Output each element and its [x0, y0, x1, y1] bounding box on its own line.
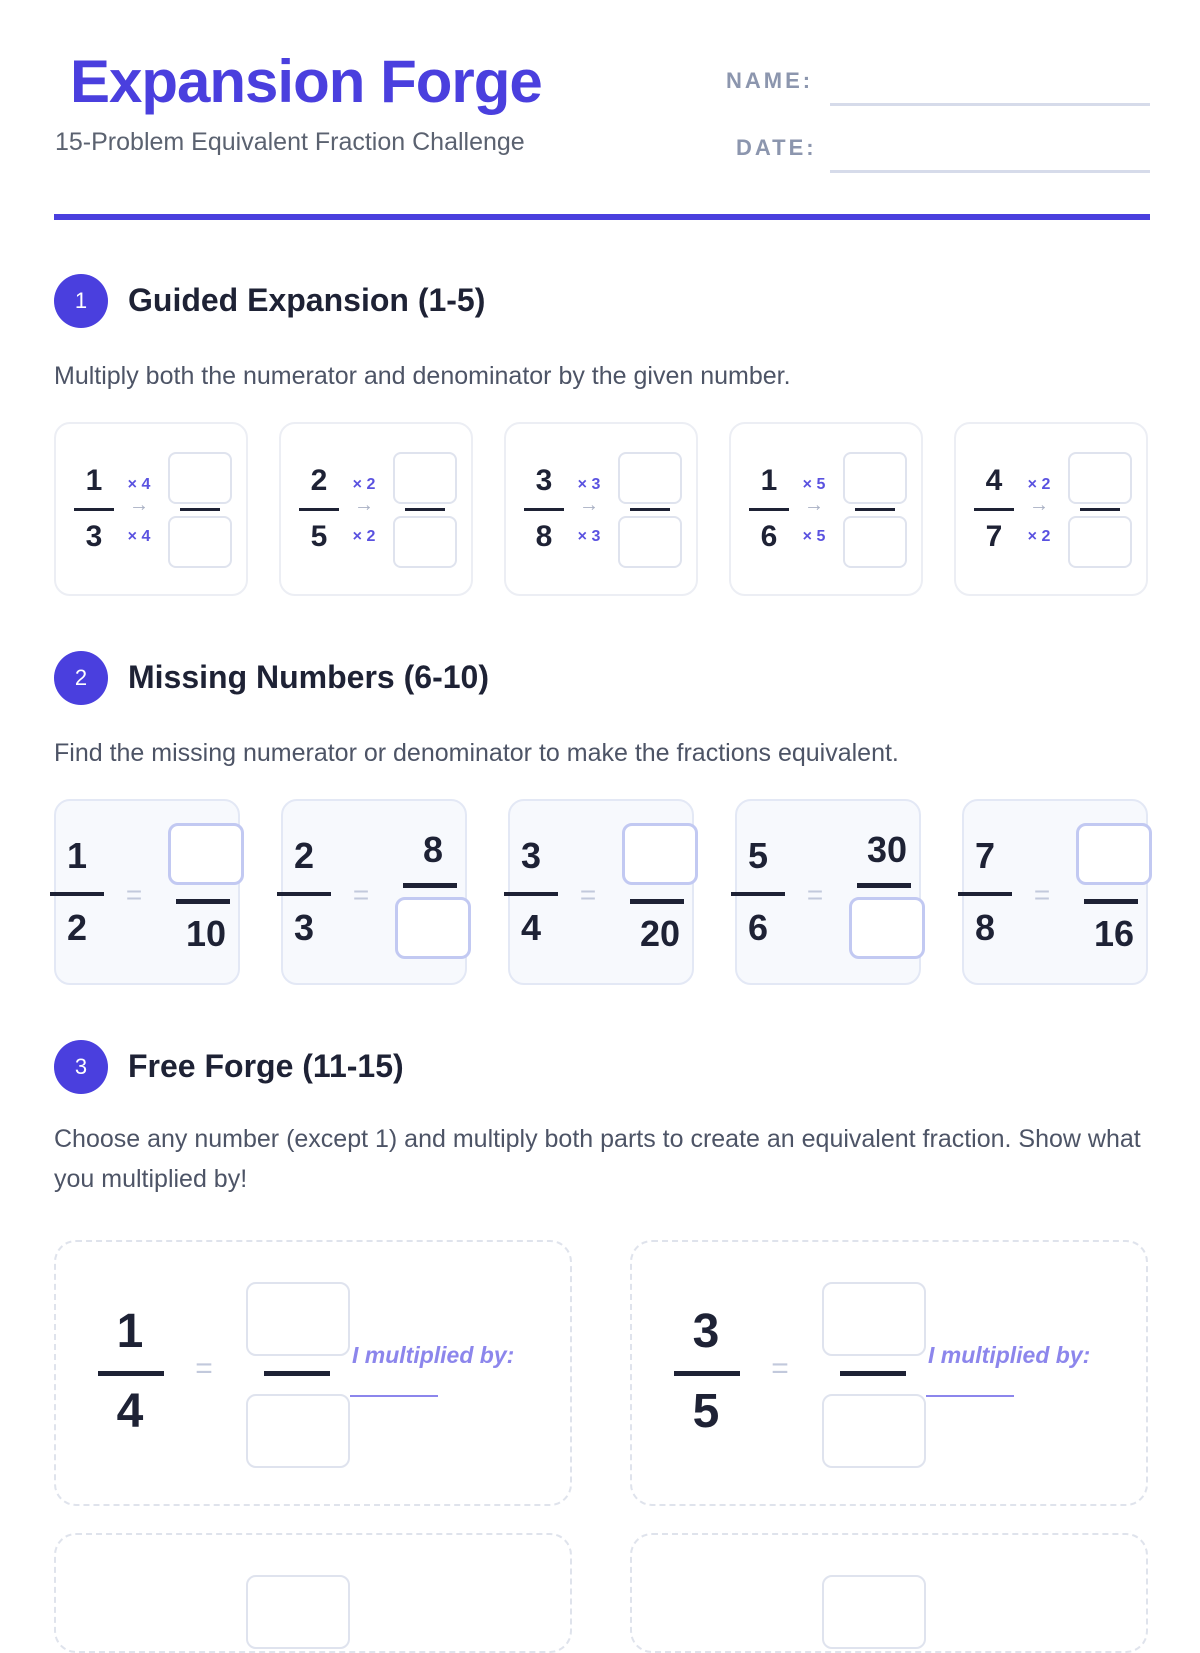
left-denominator: 3: [293, 907, 315, 948]
right-numerator: 8: [422, 829, 444, 870]
answer-fraction-bar: [630, 508, 670, 511]
section-3-instructions: Choose any number (except 1) and multiply both parts to create an equivalent fraction. Show what you multiplied by!: [54, 1125, 1141, 1193]
multiplier-bottom: × 4: [127, 528, 151, 545]
multiplier-bottom: × 3: [577, 528, 601, 545]
section-2-title: Missing Numbers (6-10): [128, 659, 489, 695]
name-field-line[interactable]: [830, 103, 1150, 106]
multiplier-bottom: × 2: [1027, 528, 1051, 545]
left-numerator: 5: [747, 835, 769, 876]
left-numerator: 2: [293, 835, 315, 876]
arrow-right-icon: →: [804, 494, 824, 516]
answer-denominator-box[interactable]: [168, 516, 232, 568]
right-denominator: 16: [1093, 913, 1135, 954]
given-numerator: 3: [535, 464, 553, 497]
left-numerator: 7: [974, 835, 996, 876]
fraction-bar: [749, 508, 789, 511]
fraction-bar: [630, 899, 684, 904]
guided-problem-card: [729, 422, 923, 596]
answer-numerator-box[interactable]: [246, 1575, 350, 1649]
fraction-bar: [857, 883, 911, 888]
multiplied-by-label: I multiplied by:: [352, 1342, 515, 1368]
left-numerator: 3: [520, 835, 542, 876]
section-2-number-badge: 2: [54, 651, 108, 705]
multiplied-by-line[interactable]: [350, 1395, 438, 1397]
answer-numerator-box[interactable]: [822, 1282, 926, 1356]
guided-problem-card: [54, 422, 248, 596]
given-denominator: 7: [985, 520, 1003, 553]
missing-numerator-box[interactable]: [1076, 823, 1152, 885]
multiplier-bottom: × 2: [352, 528, 376, 545]
fraction-bar: [958, 892, 1012, 896]
free-forge-card: [630, 1533, 1148, 1653]
missing-number-card: [962, 799, 1148, 985]
missing-number-card: [735, 799, 921, 985]
answer-fraction-bar: [855, 508, 895, 511]
equals-sign: =: [1033, 879, 1051, 910]
guided-problem-card: [954, 422, 1148, 596]
equals-sign: =: [352, 879, 370, 910]
fraction-bar: [74, 508, 114, 511]
right-denominator: 20: [639, 913, 681, 954]
fraction-bar: [504, 892, 558, 896]
answer-fraction-bar: [264, 1371, 330, 1376]
answer-denominator-box[interactable]: [822, 1394, 926, 1468]
answer-fraction-bar: [405, 508, 445, 511]
given-numerator: 1: [116, 1305, 144, 1358]
multiplier-top: × 2: [352, 476, 376, 493]
arrow-right-icon: →: [129, 494, 149, 516]
free-forge-card: [54, 1240, 572, 1506]
given-numerator: 4: [985, 464, 1003, 497]
left-denominator: 2: [66, 907, 88, 948]
guided-problem-card: [504, 422, 698, 596]
name-label: NAME:: [726, 68, 814, 93]
answer-numerator-box[interactable]: [843, 452, 907, 504]
left-denominator: 8: [974, 907, 996, 948]
equals-sign: =: [771, 1352, 789, 1385]
fraction-bar: [50, 892, 104, 896]
multiplier-top: × 4: [127, 476, 151, 493]
missing-number-card: [54, 799, 240, 985]
answer-numerator-box[interactable]: [246, 1282, 350, 1356]
section-1-number-badge: 1: [54, 274, 108, 328]
equals-sign: =: [579, 879, 597, 910]
answer-numerator-box[interactable]: [168, 452, 232, 504]
guided-problem-card: [279, 422, 473, 596]
answer-denominator-box[interactable]: [1068, 516, 1132, 568]
left-numerator: 1: [66, 835, 88, 876]
answer-fraction-bar: [1080, 508, 1120, 511]
given-denominator: 5: [310, 520, 328, 553]
fraction-bar: [974, 508, 1014, 511]
given-denominator: 8: [535, 520, 553, 553]
multiplier-bottom: × 5: [802, 528, 826, 545]
equals-sign: =: [806, 879, 824, 910]
answer-fraction-bar: [840, 1371, 906, 1376]
answer-denominator-box[interactable]: [393, 516, 457, 568]
header-divider: [54, 214, 1150, 220]
fraction-bar: [176, 899, 230, 904]
fraction-bar: [403, 883, 457, 888]
page-subtitle: 15-Problem Equivalent Fraction Challenge: [55, 128, 525, 156]
multiplier-top: × 3: [577, 476, 601, 493]
equals-sign: =: [125, 879, 143, 910]
section-1-instructions: Multiply both the numerator and denominator by the given number.: [54, 362, 791, 390]
multiplier-top: × 5: [802, 476, 826, 493]
given-numerator: 3: [692, 1305, 720, 1358]
answer-numerator-box[interactable]: [618, 452, 682, 504]
free-forge-card: [54, 1533, 572, 1653]
left-denominator: 6: [747, 907, 769, 948]
given-numerator: 2: [310, 464, 328, 497]
answer-numerator-box[interactable]: [1068, 452, 1132, 504]
answer-numerator-box[interactable]: [822, 1575, 926, 1649]
free-forge-card: [630, 1240, 1148, 1506]
given-denominator: 4: [116, 1385, 144, 1438]
fraction-bar: [98, 1371, 164, 1376]
answer-denominator-box[interactable]: [618, 516, 682, 568]
fraction-bar: [277, 892, 331, 896]
section-2-instructions: Find the missing numerator or denominator to make the fractions equivalent.: [54, 739, 899, 767]
multiplier-top: × 2: [1027, 476, 1051, 493]
missing-number-card: [508, 799, 694, 985]
multiplied-by-label: I multiplied by:: [928, 1342, 1091, 1368]
fraction-bar: [524, 508, 564, 511]
section-3-title: Free Forge (11-15): [128, 1048, 404, 1084]
fraction-bar: [1084, 899, 1138, 904]
missing-numerator-box[interactable]: [168, 823, 244, 885]
fraction-bar: [299, 508, 339, 511]
left-denominator: 4: [520, 907, 542, 948]
given-numerator: 1: [760, 464, 778, 497]
answer-denominator-box[interactable]: [246, 1394, 350, 1468]
fraction-bar: [674, 1371, 740, 1376]
missing-numerator-box[interactable]: [622, 823, 698, 885]
arrow-right-icon: →: [579, 494, 599, 516]
arrow-right-icon: →: [1029, 494, 1049, 516]
section-3-number-badge: 3: [54, 1040, 108, 1094]
right-denominator: 10: [185, 913, 227, 954]
missing-denominator-box[interactable]: [849, 897, 925, 959]
given-denominator: 5: [692, 1385, 720, 1438]
answer-fraction-bar: [180, 508, 220, 511]
missing-number-card: [281, 799, 467, 985]
given-denominator: 3: [85, 520, 103, 553]
given-denominator: 6: [760, 520, 778, 553]
multiplied-by-line[interactable]: [926, 1395, 1014, 1397]
answer-denominator-box[interactable]: [843, 516, 907, 568]
date-field-line[interactable]: [830, 170, 1150, 173]
answer-numerator-box[interactable]: [393, 452, 457, 504]
missing-denominator-box[interactable]: [395, 897, 471, 959]
right-numerator: 30: [866, 829, 908, 870]
fraction-bar: [731, 892, 785, 896]
equals-sign: =: [195, 1352, 213, 1385]
section-1-title: Guided Expansion (1-5): [128, 282, 486, 318]
given-numerator: 1: [85, 464, 103, 497]
date-label: DATE:: [736, 135, 817, 160]
page-title: Expansion Forge: [70, 48, 542, 115]
arrow-right-icon: →: [354, 494, 374, 516]
